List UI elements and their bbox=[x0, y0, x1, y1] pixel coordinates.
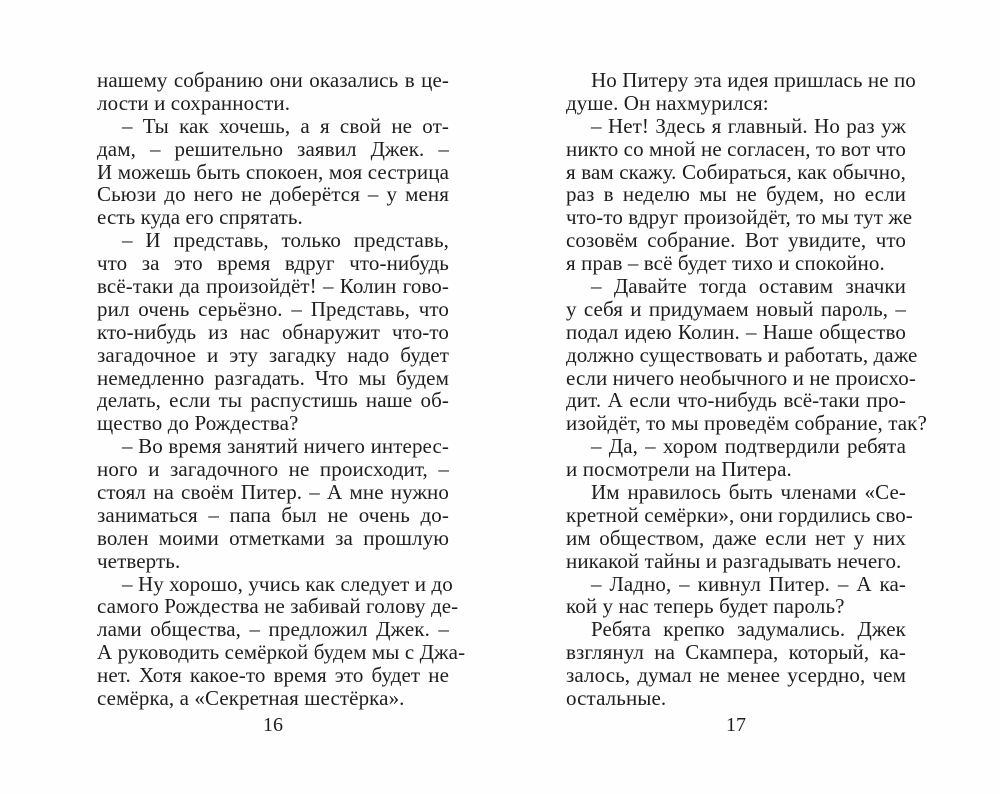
text-line: – Ладно, – кивнул Питер. – А ка- bbox=[591, 571, 906, 596]
text-line: кой у нас теперь будет пароль? bbox=[566, 594, 845, 619]
text-line: – Нет! Здесь я главный. Но раз уж bbox=[591, 113, 906, 138]
text-line: немедленно разгадать. Что мы будем bbox=[97, 365, 449, 390]
text-line: должно существовать и работать, даже bbox=[566, 342, 918, 367]
text-line: рил очень серьёзно. – Представь, что bbox=[97, 296, 449, 321]
text-line: никакой тайны и разгадывать нечего. bbox=[566, 548, 902, 573]
text-line: я прав – всё будет тихо и спокойно. bbox=[566, 251, 885, 276]
text-line: остальные. bbox=[566, 686, 667, 711]
page-number-left: 16 bbox=[263, 714, 283, 736]
page-number-right: 17 bbox=[726, 714, 746, 736]
text-line: созовём собрание. Вот увидите, что bbox=[566, 228, 906, 253]
text-line: раз в неделю мы не будем, но если bbox=[566, 182, 906, 207]
text-line: дам, – решительно заявил Джек. – bbox=[97, 136, 449, 161]
text-line: кретной семёрки», они гордились сво- bbox=[566, 502, 913, 527]
text-line: нет. Хотя какое-то время это будет не bbox=[97, 663, 449, 688]
text-line: Сьюзи до него не доберётся – у меня bbox=[97, 182, 449, 207]
text-line: самого Рождества не забивай голову де- bbox=[97, 594, 459, 619]
text-line: Им нравилось быть членами «Се- bbox=[591, 480, 906, 505]
text-line: взглянул на Скампера, который, ка- bbox=[566, 640, 906, 665]
text-line: у себя и придумаем новый пароль, – bbox=[566, 296, 906, 321]
text-line: я вам скажу. Собираться, как обычно, bbox=[566, 159, 906, 184]
text-line: щество до Рождества? bbox=[97, 411, 299, 436]
text-line: Ребята крепко задумались. Джек bbox=[591, 617, 906, 642]
text-line: им обществом, даже если нет у них bbox=[566, 525, 906, 550]
text-line: – Давайте тогда оставим значки bbox=[591, 274, 906, 299]
text-line: нашему собранию они оказались в це- bbox=[97, 68, 449, 92]
text-line: и посмотрели на Питера. bbox=[566, 457, 792, 482]
text-line: Но Питеру эта идея пришлась не по bbox=[591, 68, 916, 92]
text-line: – Ты как хочешь, а я свой не от- bbox=[122, 113, 449, 138]
text-line: лости и сохранности. bbox=[97, 90, 291, 115]
text-line: кто-нибудь из нас обнаружит что-то bbox=[97, 319, 449, 344]
text-line: если ничего необычного и не происхо- bbox=[566, 365, 916, 390]
text-line: четверть. bbox=[97, 548, 181, 573]
text-line: загадочное и эту загадку надо будет bbox=[97, 342, 449, 367]
text-line: волен моими отметками за прошлую bbox=[97, 525, 449, 550]
text-line: стоял на своём Питер. – А мне нужно bbox=[97, 480, 449, 505]
text-line: И можешь быть спокоен, моя сестрица bbox=[97, 159, 449, 184]
text-line: дит. А если что-нибудь всё-таки про- bbox=[566, 388, 906, 413]
text-line: что-то вдруг произойдёт, то мы тут же bbox=[566, 205, 913, 230]
text-line: никто со мной не согласен, то вот что bbox=[566, 136, 906, 161]
text-line: всё-таки да произойдёт! – Колин гово- bbox=[97, 274, 449, 299]
text-line: семёрка, а «Секретная шестёрка». bbox=[97, 686, 405, 711]
text-line: подал идею Колин. – Наше общество bbox=[566, 319, 906, 344]
text-line: заниматься – папа был не очень до- bbox=[97, 502, 449, 527]
text-line: – Да, – хором подтвердили ребята bbox=[591, 434, 906, 459]
text-line: залось, думал не менее усердно, чем bbox=[566, 663, 906, 688]
text-line: ного и загадочного не происходит, – bbox=[97, 457, 449, 482]
text-line: – Ну хорошо, учись как следует и до bbox=[122, 571, 453, 596]
text-line: душе. Он нахмурился: bbox=[566, 90, 769, 115]
text-line: – Во время занятий ничего интерес- bbox=[122, 434, 449, 459]
text-line: есть куда его спрятать. bbox=[97, 205, 303, 230]
text-line: изойдёт, то мы проведём собрание, так? bbox=[566, 411, 927, 436]
text-line: – И представь, только представь, bbox=[122, 228, 449, 253]
text-line: что за это время вдруг что-нибудь bbox=[97, 251, 449, 276]
text-line: лами общества, – предложил Джек. – bbox=[97, 617, 449, 642]
text-line: А руководить семёркой будем мы с Джа- bbox=[97, 640, 466, 665]
book-page-left bbox=[97, 68, 466, 711]
text-line: делать, если ты распустишь наше об- bbox=[97, 388, 449, 413]
book-page-right bbox=[566, 68, 927, 711]
